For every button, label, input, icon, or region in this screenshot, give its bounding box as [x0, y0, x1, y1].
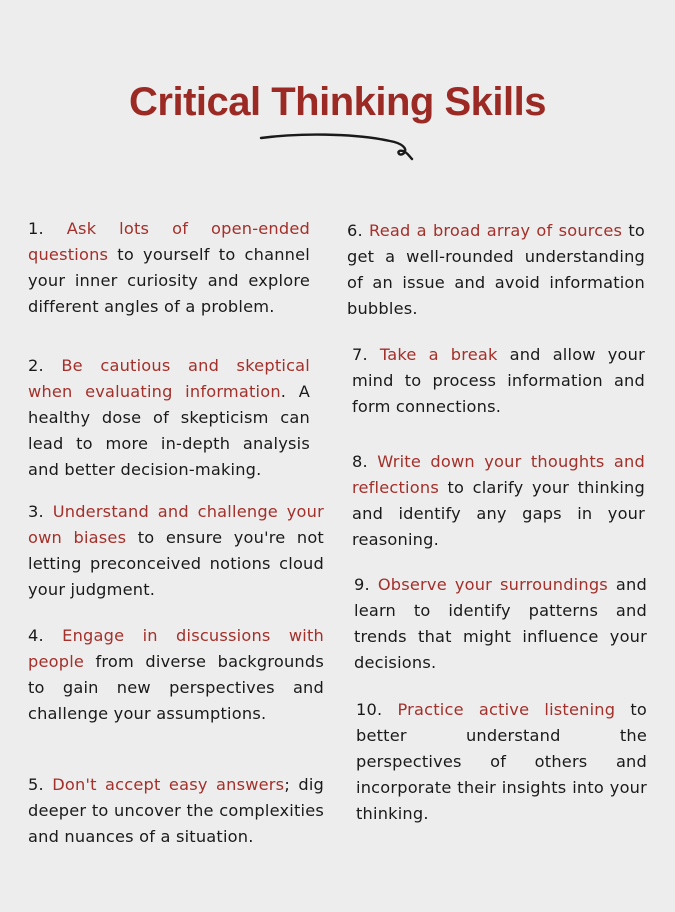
item-text: to clarify your thinking and identify any gaps in your reasoning. [352, 478, 645, 549]
page-title: Critical Thinking Skills [129, 80, 546, 124]
item-highlight: Observe your surroundings [377, 575, 608, 594]
item-number: 7. [352, 345, 368, 364]
squiggle-underline-icon [258, 124, 418, 164]
item-text: to better understand the perspectives of others and incorporate their insights into your thinking. [356, 700, 647, 823]
item-text: ; dig deeper to uncover the complexities and nuances of a situation. [28, 775, 324, 846]
skill-item-10 [356, 697, 647, 827]
item-highlight: Don't accept easy answers [52, 775, 285, 794]
item-highlight: Engage in discussions with people [28, 626, 324, 671]
skill-item-6 [347, 218, 645, 322]
item-text: and learn to identify patterns and trends that might influence your decisions. [354, 575, 647, 672]
item-text: to get a well-rounded understanding of an issue and avoid information bubbles. [347, 221, 645, 318]
item-number: 10. [356, 700, 383, 719]
item-text: to yourself to channel your inner curiosity and explore different angles of a problem. [28, 245, 310, 316]
skill-item-1 [28, 216, 310, 320]
item-number: 6. [347, 221, 363, 240]
item-text: to ensure you're not letting preconceived notions cloud your judgment. [28, 528, 324, 599]
item-highlight: Write down your thoughts and reflections [352, 452, 645, 497]
item-number: 5. [28, 775, 44, 794]
skill-item-9 [354, 572, 647, 676]
item-number: 1. [28, 219, 44, 238]
skill-item-5 [28, 772, 324, 850]
item-highlight: Be cautious and skeptical when evaluating information [28, 356, 310, 401]
item-number: 9. [354, 575, 370, 594]
item-highlight: Understand and challenge your own biases [28, 502, 324, 547]
item-text: . A healthy dose of skepticism can lead to more in-depth analysis and better decision-making. [28, 382, 310, 479]
skill-item-7 [352, 342, 645, 420]
skill-item-3 [28, 499, 324, 603]
item-highlight: Take a break [379, 345, 498, 364]
item-number: 2. [28, 356, 44, 375]
item-number: 8. [352, 452, 368, 471]
item-highlight: Ask lots of open-ended questions [28, 219, 310, 264]
skill-item-2 [28, 353, 310, 483]
item-number: 4. [28, 626, 44, 645]
skill-item-4 [28, 623, 324, 727]
item-number: 3. [28, 502, 44, 521]
item-text: and allow your mind to process information and form connections. [352, 345, 645, 416]
item-highlight: Read a broad array of sources [369, 221, 623, 240]
item-text: from diverse backgrounds to gain new perspectives and challenge your assumptions. [28, 652, 324, 723]
item-highlight: Practice active listening [397, 700, 616, 719]
skill-item-8 [352, 449, 645, 553]
